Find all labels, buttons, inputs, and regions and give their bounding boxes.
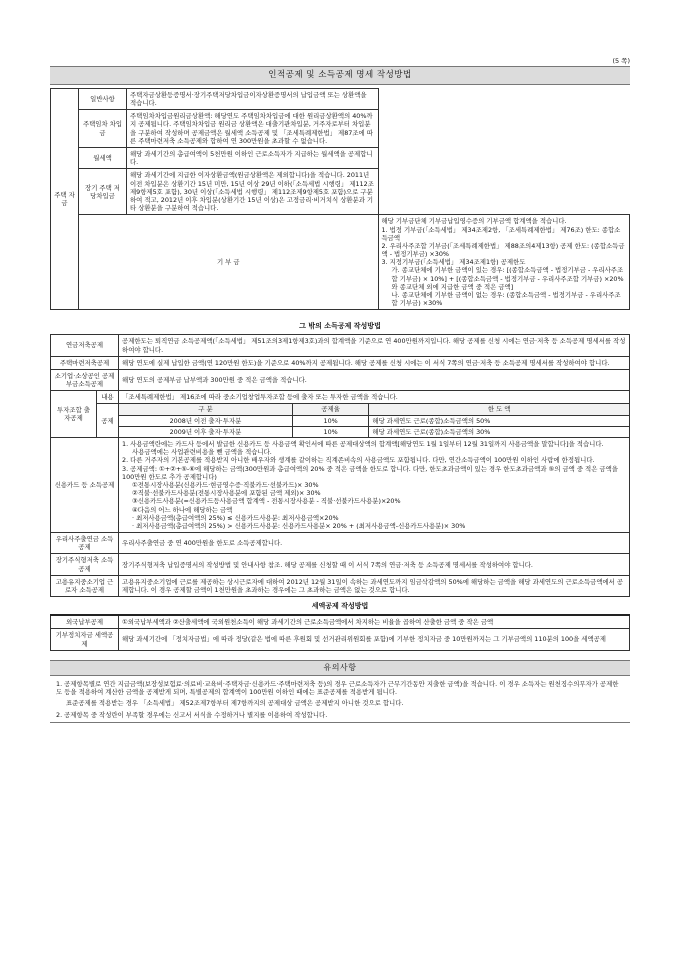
table-row — [51, 404, 630, 438]
row-label: 일반사항 — [79, 88, 127, 109]
table-row — [51, 575, 630, 596]
table-row — [51, 391, 630, 404]
row-text: 해당 과세기간에 지급한 이자상환금액(원금상환액은 제외합니다)을 적습니다. 2011년 이전 차입분은 상환기간 15년 미만, 15년 이상 29년 이하(「소득세법 시행령」 제112조제9항제5호 포함), 30년 이상(「소득세법 시행령」 제112조제9항제5호 포함)으로 구분하여 적고, 2012년 이후 차입분(상환기간 15년 이상)은 고정금리·비거치식 상환분과 기타 상환분을 구분하여 적습니다. — [127, 169, 379, 215]
row-label: 소기업·소상공인 공제부금소득공제 — [51, 369, 119, 390]
page — [50, 54, 630, 723]
cell: 2008년 이전 출자·투자분 — [119, 415, 292, 426]
table-row — [51, 215, 630, 310]
row-label: 주택마련저축공제 — [51, 356, 119, 369]
table-row — [51, 369, 630, 390]
note-item: 2. 공제항목 중 작성란이 부족할 경우에는 신고서 서식을 수정하거나 별지를 이용하여 작성합니다. — [56, 710, 328, 719]
row-text: 공제한도는 퇴직연금 소득공제액(「소득세법」 제51조의3제1항제3호)과의 합계액을 기준으로 연 400만원까지입니다. 해당 공제를 신청 시에는 연금·저축 등 소득공제 명세서를 작성하여야 합니다. — [119, 335, 630, 356]
cell: 10% — [292, 415, 368, 426]
row-label: 고용유지중소기업 근로자 소득공제 — [51, 575, 119, 596]
row-label: 장기 주택 저당차입금 — [79, 169, 127, 215]
table-row — [51, 438, 630, 533]
row-label: 신용카드 등 소득공제 — [51, 438, 119, 533]
invest-rate-table — [119, 404, 629, 437]
invest-deduct-label: 공제 — [97, 404, 119, 438]
row-label: 연금저축공제 — [51, 335, 119, 356]
row-text: 해당 과세기간에 「정치자금법」에 따라 정당(같은 법에 따른 후원회 및 선거관리위원회를 포함)에 기부한 정치자금 중 10만원까지는 그 기부금액의 110분의 100을 세액공제 — [119, 629, 630, 650]
table-row — [51, 169, 630, 215]
col-header: 공제율 — [292, 404, 368, 415]
cell: 10% — [292, 426, 368, 437]
table-row — [51, 615, 630, 629]
housing-group-label: 주택 자금 — [51, 88, 79, 310]
row-text: 「조세특례제한법」 제16조에 따라 중소기업창업투자조합 등에 출자 또는 투자한 금액을 적습니다. — [119, 391, 630, 404]
page-title: 인적공제 및 소득공제 명세 작성방법 — [50, 66, 630, 85]
table-row — [51, 356, 630, 369]
row-label: 외국납부공제 — [51, 615, 119, 629]
row-label: 장기주식형저축 소득공제 — [51, 554, 119, 575]
row-label: 투자조합 출자공제 — [51, 391, 97, 438]
row-text: ①외국납부세액과 ②산출세액에 국외원천소득이 해당 과세기간의 근로소득금액에서 차지하는 비율을 곱하여 산출한 금액 중 작은 금액 — [119, 615, 630, 629]
row-text: 우리사주출연금 중 연 400만원을 한도로 소득공제합니다. — [119, 533, 630, 554]
note-item: 표준공제를 적용받는 경우 「소득세법」 제52조제7항부터 제7항까지의 공제대상 금액은 공제받지 아니한 것으로 합니다. — [66, 699, 404, 708]
row-text: 해당 연도의 공제부금 납부액과 300만원 중 적은 금액을 적습니다. — [119, 369, 630, 390]
table-row — [51, 629, 630, 650]
table-row — [51, 110, 630, 148]
invest-content-label: 내용 — [97, 391, 119, 404]
table-row — [51, 148, 630, 169]
table-row — [51, 88, 630, 109]
housing-donation-table — [50, 88, 630, 311]
donation-text: 해당 기부금단체 기부금납입영수증의 기부금액 합계액을 적습니다. 1. 법정 기부금(「소득세법」 제34조제2항, 「조세특례제한법」 제76조) 한도: 종합소득금액 2. 우리사주조합 기부금(「조세특례제한법」 제88조의4제13항) 공제 한도: (종합소득금액 - 법정기부금) ×30% 3. 지정기부금(「소득세법」 제34조제1항) 공제한도 가. 종교단체에 기부한 금액이 있는 경우: [(종합소득금액 - 법정기부금 - 우리사주조합 기부금) × 10%] + [(종합소득금액 - 법정기부금 - 우리사주조합 기부금) ×20%와 종교단체 외에 지급한 금액 중 적은 금액] 나. 종교단체에 기부한 금액이 없는 경우: (종합소득금액 - 법정기부금 - 우리사주조합 기부금) ×30% — [378, 215, 630, 310]
tax-credit-title: 세액공제 작성방법 — [311, 602, 369, 611]
row-text: 고용유지중소기업에 근로를 제공하는 상시근로자에 대하여 2012년 12월 31일이 속하는 과세연도까지 임금삭감액의 50%에 해당하는 금액을 해당 과세연도의 근로소득금액에서 공제합니다. 이 경우 공제할 금액이 1천만원을 초과하는 경우에는 그 초과하는 금액은 없는 것으로 합니다. — [119, 575, 630, 596]
note-item: 1. 공제항목별로 연간 지급금액(보장성보험료·의료비·교육비·주택자금·신용카드·주택마련저축 등)의 경우 근로소득자가 근무기간동안 지출한 금액)을 적습니다. 이 경우 소득자는 원천징수의무자가 공제한도 등을 적용하여 계산한 금액을 공제받게 되며, 특별공제의 합계액이 100만원 이하인 때에는 표준공제를 적용받게 됩니다. — [56, 679, 619, 697]
other-deductions-title: 그 밖의 소득공제 작성방법 — [299, 322, 381, 331]
donation-label: 기 부 금 — [79, 215, 379, 310]
row-text: 장기주식형저축 납입증명서의 작성방법 및 안내사항 참조. 해당 공제를 신청할 때 이 서식 7쪽의 연금·저축 등 소득공제 명세서를 작성하여야 합니다. — [119, 554, 630, 575]
notes-title: 유의사항 — [50, 660, 630, 676]
row-label: 기부정치자금 세액공제 — [51, 629, 119, 650]
page-number: (5 쪽) — [612, 57, 630, 65]
col-header: 구 분 — [119, 404, 292, 415]
cell: 해당 과세연도 근로(종합)소득금액의 50% — [369, 415, 629, 426]
card-text: 1. 사용금액란에는 카드사 등에서 발급한 신용카드 등 사용금액 확인서에 따른 공제대상액의 합계액[해당연도 1월 1일부터 12월 31일까지 사용금액을 말합니다]을 적습니다. 사용금액에는 사업관련비용을 뺀 금액을 적습니다. 2. 다른 거주자의 기본공제를 적용받지 아니한 배우자와 생계를 같이하는 직계존비속의 사용금액도 포함됩니다. 다만, 연간소득금액이 100만원 이하인 사람에 한정됩니다. 3. 공제금액: ①+②+⑤-⑥에 해당하는 금액(300만원과 총급여액의 20% 중 적은 금액을 한도로 합니다. 다만, 한도초과금액이 있는 경우 한도초과금액과 ⑤의 금액 중 적은 금액을 100만원 한도로 추가 공제합니다) ①전통시장사용분(신용카드·현금영수증·직불카드·선불카드)× 30% ②직불·선불카드사용분(전통시장사용분에 포함된 금액 제외)× 30% ③신용카드사용분(=신용카드등사용금액 합계액 - 전통시장사용분 - 직불·선불카드사용분)×20% ④다음의 어느 하나에 해당하는 금액 · 최저사용금액(총급여액의 25%) ≤ 신용카드사용분: 최저사용금액×20% · 최저사용금액(총급여액의 25%) > 신용카드사용분: 신용카드사용분× 20% + (최저사용금액-신용카드사용분)× 30% — [119, 438, 630, 533]
cell: 2009년 이후 출자·투자분 — [119, 426, 292, 437]
row-text: 해당 연도에 실제 납입한 금액(연 120만원 한도)을 기준으로 40%까지 공제됩니다. 해당 공제를 신청 시에는 이 서식 7쪽의 연금·저축 등 소득공제 명세서를 작성하여야 합니다. — [119, 356, 630, 369]
tax-credit-table — [50, 614, 630, 651]
row-text: 주택자금상환등증명서·장기주택저당차입금이자상환증명서의 납입금액 또는 상환액을 적습니다. — [127, 88, 379, 109]
table-row — [51, 554, 630, 575]
row-label: 월세액 — [79, 148, 127, 169]
other-deductions-table — [50, 334, 630, 597]
row-text: 해당 과세기간의 총급여액이 5천만원 이하인 근로소득자가 지급하는 월세액을 공제합니다. — [127, 148, 379, 169]
notes — [50, 676, 630, 719]
row-label: 주택임차 차입금 — [79, 110, 127, 148]
table-row — [51, 335, 630, 356]
table-row — [51, 533, 630, 554]
cell: 해당 과세연도 근로(종합)소득금액의 30% — [369, 426, 629, 437]
row-label: 우리사주출연금 소득공제 — [51, 533, 119, 554]
row-text: 주택임차차입금원리금상환액: 해당연도 주택임차차입금에 대한 원리금상환액의 40%까지 공제됩니다. 주택임차차입금 원리금 상환액은 대출기관차입분, 거주자로부터 차입분을 구분하여 작성하며 공제금액은 월세액 소득공제 및 「조세특례제한법」 제87조에 따른 주택마련저축 소득공제와 합하여 연 300만원을 초과할 수 없습니다. — [127, 110, 379, 148]
col-header: 한 도 액 — [369, 404, 629, 415]
